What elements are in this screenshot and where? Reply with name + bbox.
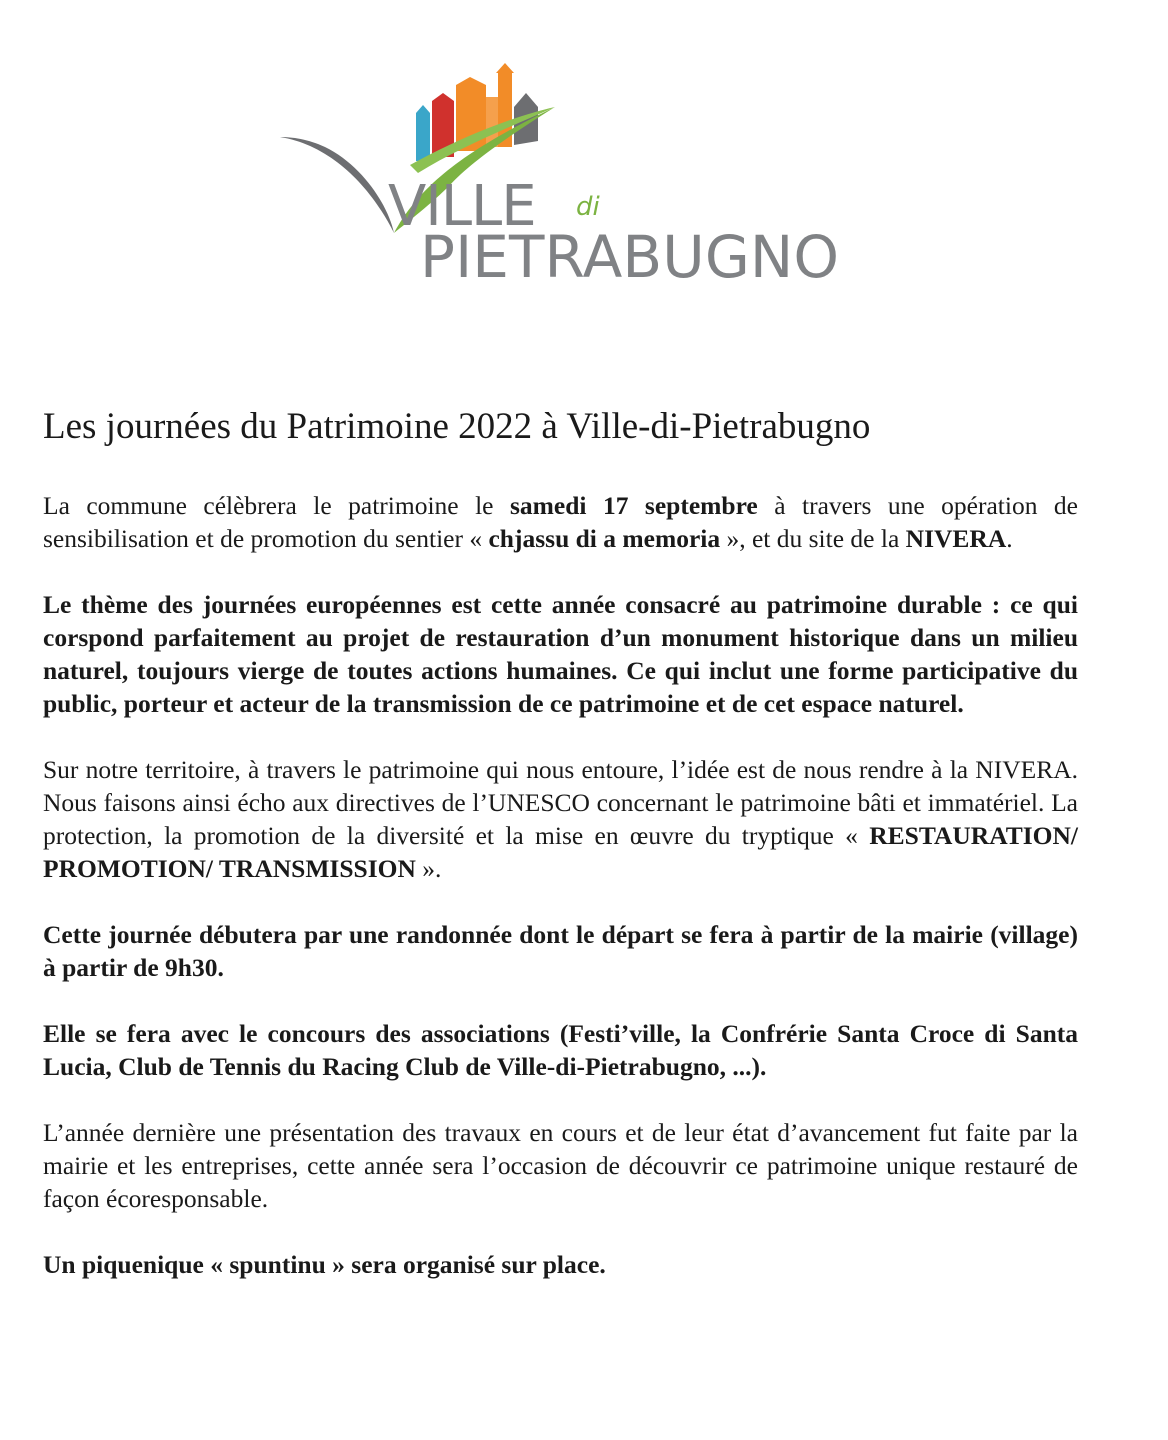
page-title: Les journées du Patrimoine 2022 à Ville-di-Pietrabugno — [43, 406, 871, 447]
logo-building-orange-tower-roof — [496, 63, 514, 73]
logo-text-ville: VILLE — [388, 174, 536, 239]
paragraph-last-year: L’année dernière une présentation des travaux en cours et de leur état d’avancement fut faite par la mairie et les entreprises, cette année sera l’occasion de découvrir ce patrimoine unique restauré de façon écoresponsable. — [43, 1118, 1078, 1214]
event-date: samedi 17 septembre — [509, 491, 758, 521]
paragraph-associations: Elle se fera avec le concours des associations (Festi’ville, la Confrérie Santa Croce di Santa Lucia, Club de Tennis du Racing Club de Ville-di-Pietrabugno, ...). — [43, 1019, 1078, 1082]
paragraph-territory: Sur notre territoire, à travers le patrimoine qui nous entoure, l’idée est de nous rendre à la NIVERA. Nous faisons ainsi écho aux directives de l’UNESCO concernant le patrimoine bâti et immatériel. La protection, la promotion de la diversité et la mise en œuvre du tryptique « RESTAURATION/ PROMOTION/ TRANSMISSION ». — [43, 755, 1078, 884]
logo-building-red-roof — [432, 93, 454, 101]
ville-di-pietrabugno-logo — [270, 55, 860, 305]
logo-grey-v-stroke — [280, 137, 394, 233]
paragraph-picnic: Un piquenique « spuntinu » sera organisé sur place. — [43, 1250, 606, 1280]
logo-building-blue — [416, 113, 430, 161]
logo-text-pietrabugno: PIETRABUGNO — [420, 223, 838, 291]
document-body — [43, 405, 1078, 1314]
paragraph-intro: La commune célèbrera le patrimoine le samedi 17 septembre à travers une opération de sensibilisation et de promotion du sentier « chjassu di a memoria », et du site de la NIVERA. — [43, 491, 1078, 554]
logo-text-di: di — [576, 192, 600, 222]
logo-graphic — [270, 55, 860, 305]
logo-building-blue-roof — [416, 105, 430, 113]
paragraph-hike: Cette journée débutera par une randonnée dont le départ se fera à partir de la mairie (village) à partir de 9h30. — [43, 920, 1078, 983]
logo-building-orange-roof — [456, 77, 486, 85]
trail-name: chjassu di a memoria — [488, 524, 721, 554]
site-name: NIVERA — [905, 524, 1007, 554]
tryptique: RESTAURATION/ PROMOTION/ TRANSMISSION — [43, 821, 1078, 884]
paragraph-theme: Le thème des journées européennes est cette année consacré au patrimoine durable : ce qui corspond parfaitement au projet de restauration d’un monument historique dans un milieu naturel, toujours vierge de toutes actions humaines. Ce qui inclut une forme participative du public, porteur et acteur de la transmission de ce patrimoine et de cet espace naturel. — [43, 590, 1078, 719]
